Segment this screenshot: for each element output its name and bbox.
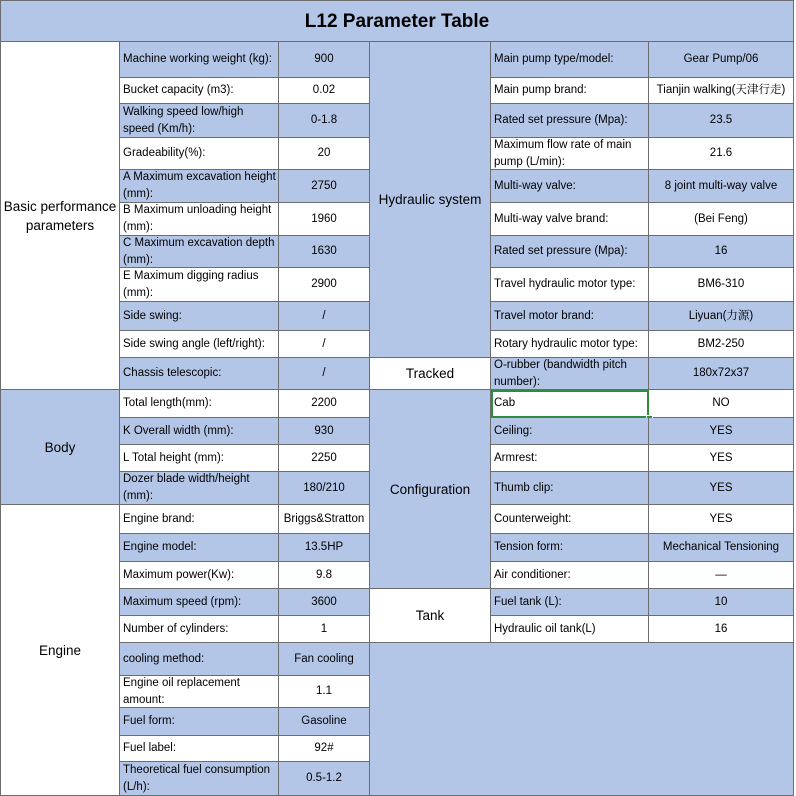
selected-cell[interactable] xyxy=(491,390,649,418)
spec-value-cell[interactable] xyxy=(279,472,370,505)
spec-label-cell[interactable] xyxy=(120,331,279,358)
spec-value-cell[interactable] xyxy=(649,358,794,390)
spec-label-cell-text: B Maximum unloading height (mm): xyxy=(123,204,272,233)
spec-label-cell-text: Hydraulic oil tank(L) xyxy=(494,622,596,635)
spec-value-cell[interactable] xyxy=(649,78,794,104)
table-title[interactable]: L12 Parameter Table xyxy=(0,0,794,42)
spec-label-cell-text: Fuel form: xyxy=(123,715,175,727)
spec-label-cell[interactable] xyxy=(491,236,649,268)
spec-value-cell[interactable] xyxy=(649,203,794,236)
spec-label-cell[interactable] xyxy=(120,736,279,762)
spec-label-cell-text: Main pump type/model: xyxy=(494,53,614,65)
spec-label-cell-text: Bucket capacity (m3): xyxy=(123,84,234,96)
spec-value-cell-text: 1.1 xyxy=(316,685,332,697)
spec-value-cell-text: NO xyxy=(712,397,730,409)
spec-value-cell[interactable] xyxy=(649,418,794,445)
spec-label-cell[interactable] xyxy=(491,616,649,643)
spec-label-cell[interactable] xyxy=(491,562,649,589)
group-header-cell[interactable] xyxy=(0,505,120,796)
spec-label-cell[interactable] xyxy=(491,589,649,616)
spec-label-cell-text: Air conditioner: xyxy=(494,568,571,581)
spec-label-cell-text: cooling method: xyxy=(123,652,205,665)
spec-label-cell[interactable] xyxy=(491,268,649,302)
spec-label-cell-text: E Maximum digging radius (mm): xyxy=(123,269,259,299)
empty-merged-cell[interactable] xyxy=(370,643,794,796)
spec-value-cell-text: / xyxy=(322,367,326,379)
spec-label-cell-text: Rated set pressure (Mpa): xyxy=(494,245,628,257)
spec-value-cell[interactable] xyxy=(649,302,794,331)
spec-label-cell-text: Machine working weight (kg): xyxy=(123,53,272,65)
spec-value-cell[interactable] xyxy=(279,562,370,589)
spec-label-cell[interactable] xyxy=(120,42,279,78)
spec-value-cell[interactable] xyxy=(649,268,794,302)
spec-value-cell[interactable] xyxy=(279,643,370,676)
spec-label-cell-text: Rotary hydraulic motor type: xyxy=(494,337,638,350)
spec-value-cell-text: 0-1.8 xyxy=(310,114,338,126)
spec-label-cell-text: Armrest: xyxy=(494,451,538,464)
spec-value-cell-text: 10 xyxy=(714,595,728,608)
spec-label-cell-text: L Total height (mm): xyxy=(123,451,224,464)
spec-label-cell-text: Engine brand: xyxy=(123,512,195,525)
spec-value-cell-text: (Bei Feng) xyxy=(694,212,748,225)
spec-label-cell-text: Tension form: xyxy=(494,541,564,553)
spec-label-cell-text: Fuel tank (L): xyxy=(494,595,562,608)
spec-value-cell[interactable] xyxy=(279,445,370,472)
spec-value-cell[interactable] xyxy=(649,331,794,358)
spec-label-cell-text: Rated set pressure (Mpa): xyxy=(494,114,628,126)
spec-value-cell-text: 16 xyxy=(714,622,728,635)
group-header-cell[interactable] xyxy=(370,358,491,390)
spec-value-cell-text: 2900 xyxy=(311,278,337,290)
spec-label-cell[interactable] xyxy=(491,203,649,236)
spec-value-cell-text: / xyxy=(322,309,326,322)
spec-label-cell-text: Main pump brand: xyxy=(494,84,587,96)
spec-label-cell[interactable] xyxy=(491,78,649,104)
spec-value-cell-text: YES xyxy=(709,451,733,464)
spec-label-cell[interactable] xyxy=(120,170,279,203)
spec-label-cell[interactable] xyxy=(120,562,279,589)
spec-value-cell[interactable] xyxy=(279,358,370,390)
spec-value-cell-text: 3600 xyxy=(311,595,337,608)
spec-value-cell-text: 23.5 xyxy=(709,114,733,126)
spec-value-cell[interactable] xyxy=(649,505,794,534)
spec-value-cell[interactable] xyxy=(279,676,370,708)
spec-value-cell[interactable] xyxy=(649,390,794,418)
spec-value-cell[interactable] xyxy=(279,104,370,138)
spec-value-cell-text: Briggs&Stratton xyxy=(283,512,365,525)
spec-label-cell-text: Cab xyxy=(494,397,516,409)
spec-label-cell-text: Thumb clip: xyxy=(494,481,554,494)
spec-label-cell[interactable] xyxy=(491,358,649,390)
spec-label-cell-text: Travel motor brand: xyxy=(494,309,594,322)
spec-value-cell-text: 2200 xyxy=(311,397,337,409)
spec-label-cell-text: Multi-way valve: xyxy=(494,179,576,192)
spec-value-cell-text: 20 xyxy=(317,147,331,159)
spec-label-cell[interactable] xyxy=(491,418,649,445)
spec-label-cell-text: C Maximum excavation depth (mm): xyxy=(123,236,275,266)
spec-label-cell-text: Maximum speed (rpm): xyxy=(123,595,242,608)
spec-label-cell[interactable] xyxy=(120,589,279,616)
spec-value-cell-text: YES xyxy=(709,424,733,437)
spec-value-cell[interactable] xyxy=(279,708,370,736)
spec-label-cell-text: Chassis telescopic: xyxy=(123,367,222,379)
spec-value-cell-text: YES xyxy=(709,512,733,525)
spec-label-cell-text: Number of cylinders: xyxy=(123,622,229,635)
spec-value-cell[interactable] xyxy=(279,42,370,78)
spec-value-cell-text: 0.5-1.2 xyxy=(306,772,342,784)
spec-value-cell[interactable] xyxy=(279,589,370,616)
group-header-cell[interactable] xyxy=(0,390,120,505)
spec-value-cell-text: 930 xyxy=(314,424,334,437)
spec-value-cell-text: YES xyxy=(709,481,733,494)
spec-label-cell-text: Side swing: xyxy=(123,309,182,322)
spec-value-cell[interactable] xyxy=(649,562,794,589)
spec-value-cell[interactable] xyxy=(279,762,370,796)
spec-value-cell-text: Gasoline xyxy=(301,715,347,727)
spec-label-cell[interactable] xyxy=(120,616,279,643)
group-header-cell-text: Configuration xyxy=(389,481,471,497)
spec-value-cell[interactable] xyxy=(279,236,370,268)
spec-label-cell-text: Counterweight: xyxy=(494,512,572,525)
spec-label-cell-text: Travel hydraulic motor type: xyxy=(494,278,636,290)
spec-value-cell[interactable] xyxy=(649,138,794,170)
spec-label-cell-text: Maximum power(Kw): xyxy=(123,568,235,581)
spec-value-cell[interactable] xyxy=(649,589,794,616)
spec-value-cell-text: BM2-250 xyxy=(697,337,745,350)
spec-label-cell[interactable] xyxy=(491,445,649,472)
spec-label-cell[interactable] xyxy=(120,390,279,418)
spec-value-cell[interactable] xyxy=(279,170,370,203)
spec-value-cell-text: 2250 xyxy=(311,451,337,464)
spec-label-cell[interactable] xyxy=(491,302,649,331)
spec-value-cell[interactable] xyxy=(279,736,370,762)
spec-value-cell[interactable] xyxy=(279,390,370,418)
spec-label-cell[interactable] xyxy=(491,170,649,203)
spec-value-cell-text: Fan cooling xyxy=(294,652,354,665)
spec-value-cell[interactable] xyxy=(279,505,370,534)
spec-value-cell[interactable] xyxy=(279,302,370,331)
spec-value-cell-text: Mechanical Tensioning xyxy=(662,541,780,553)
spec-label-cell-text: O-rubber (bandwidth pitch number): xyxy=(494,358,627,388)
spec-label-cell-text: Dozer blade width/height (mm): xyxy=(123,473,250,502)
spec-label-cell-text: Engine model: xyxy=(123,541,197,553)
spec-label-cell[interactable] xyxy=(120,472,279,505)
group-header-cell-text: Engine xyxy=(38,642,82,658)
spec-value-cell[interactable] xyxy=(649,170,794,203)
spec-value-cell-text: — xyxy=(715,568,727,581)
spec-label-cell-text: Maximum flow rate of main pump (L/min): xyxy=(494,138,632,168)
group-header-cell[interactable] xyxy=(0,42,120,390)
spec-value-cell-text: 21.6 xyxy=(709,147,733,159)
spec-label-cell[interactable] xyxy=(120,505,279,534)
spec-label-cell-text: Ceiling: xyxy=(494,424,533,437)
spec-label-cell-text: Theoretical fuel consumption (L/h): xyxy=(123,763,271,793)
spec-label-cell[interactable] xyxy=(120,676,279,708)
spec-value-cell[interactable] xyxy=(649,616,794,643)
spec-label-cell[interactable] xyxy=(120,418,279,445)
spec-label-cell-text: Multi-way valve brand: xyxy=(494,212,609,225)
spec-label-cell[interactable] xyxy=(120,78,279,104)
spec-value-cell[interactable] xyxy=(649,104,794,138)
spec-value-cell[interactable] xyxy=(649,445,794,472)
spec-label-cell[interactable] xyxy=(120,643,279,676)
spec-value-cell[interactable] xyxy=(649,472,794,505)
spec-label-cell[interactable] xyxy=(120,762,279,796)
spec-label-cell-text: Side swing angle (left/right): xyxy=(123,337,265,350)
spec-value-cell-text: / xyxy=(322,337,326,350)
spec-label-cell[interactable] xyxy=(491,331,649,358)
spec-value-cell-text: 900 xyxy=(314,53,334,65)
spec-value-cell[interactable] xyxy=(649,534,794,562)
spec-label-cell-text: Walking speed low/high speed (Km/h): xyxy=(123,105,244,135)
spec-label-cell[interactable] xyxy=(120,302,279,331)
spec-label-cell[interactable] xyxy=(491,104,649,138)
spec-label-cell[interactable] xyxy=(120,138,279,170)
spec-value-cell[interactable] xyxy=(279,268,370,302)
spec-label-cell-text: Engine oil replacement amount: xyxy=(123,676,240,706)
group-header-cell-text: Tank xyxy=(415,608,445,623)
group-header-cell-text: Tracked xyxy=(405,366,455,381)
spec-label-cell-text: Total length(mm): xyxy=(123,397,212,409)
spec-value-cell[interactable] xyxy=(649,42,794,78)
spec-value-cell-text: 92# xyxy=(314,742,334,754)
spec-label-cell[interactable] xyxy=(120,534,279,562)
group-header-cell-text: Hydraulic system xyxy=(378,192,482,207)
spec-value-cell[interactable] xyxy=(279,534,370,562)
spec-value-cell-text: 2750 xyxy=(311,179,337,192)
group-header-cell-text: Basic performance parameters xyxy=(3,198,117,233)
spec-label-cell[interactable] xyxy=(120,358,279,390)
spec-value-cell-text: 13.5HP xyxy=(304,541,344,553)
spec-label-cell-text: Gradeability(%): xyxy=(123,147,206,159)
spec-value-cell[interactable] xyxy=(279,616,370,643)
spec-value-cell-text: BM6-310 xyxy=(697,278,745,290)
spec-value-cell-text: Tianjin walking(天津行走) xyxy=(656,84,786,96)
spec-value-cell-text: 1630 xyxy=(311,245,337,257)
spec-value-cell-text: 180x72x37 xyxy=(692,367,750,379)
spec-label-cell[interactable] xyxy=(491,472,649,505)
spec-value-cell-text: 8 joint multi-way valve xyxy=(664,179,778,192)
spec-value-cell-text: 1 xyxy=(320,622,328,635)
spec-value-cell-text: 9.8 xyxy=(316,568,332,581)
spec-label-cell[interactable] xyxy=(491,534,649,562)
group-header-cell[interactable] xyxy=(370,589,491,643)
spec-label-cell-text: Fuel label: xyxy=(123,742,177,754)
spec-label-cell[interactable] xyxy=(120,104,279,138)
spec-label-cell[interactable] xyxy=(120,236,279,268)
group-header-cell-text: Body xyxy=(44,439,76,455)
group-header-cell[interactable] xyxy=(370,390,491,589)
spec-label-cell[interactable] xyxy=(120,445,279,472)
spec-value-cell[interactable] xyxy=(279,78,370,104)
spec-value-cell-text: Liyuan(力源) xyxy=(688,309,754,322)
spec-label-cell-text: K Overall width (mm): xyxy=(123,424,234,437)
spec-label-cell[interactable] xyxy=(491,42,649,78)
group-header-cell[interactable] xyxy=(370,42,491,358)
spec-value-cell[interactable] xyxy=(279,203,370,236)
spec-value-cell-text: 0.02 xyxy=(312,84,336,96)
spec-value-cell[interactable] xyxy=(279,331,370,358)
spec-label-cell[interactable] xyxy=(120,708,279,736)
spec-value-cell[interactable] xyxy=(649,236,794,268)
spec-label-cell[interactable] xyxy=(120,268,279,302)
spec-value-cell-text: 1960 xyxy=(311,212,337,225)
spec-value-cell[interactable] xyxy=(279,138,370,170)
spec-label-cell[interactable] xyxy=(491,138,649,170)
spec-label-cell[interactable] xyxy=(491,505,649,534)
spec-label-cell[interactable] xyxy=(120,203,279,236)
spec-label-cell-text: A Maximum excavation height (mm): xyxy=(123,171,276,200)
spec-value-cell-text: 16 xyxy=(714,245,728,257)
spec-value-cell-text: 180/210 xyxy=(303,481,345,494)
spec-value-cell[interactable] xyxy=(279,418,370,445)
spec-value-cell-text: Gear Pump/06 xyxy=(683,53,759,65)
